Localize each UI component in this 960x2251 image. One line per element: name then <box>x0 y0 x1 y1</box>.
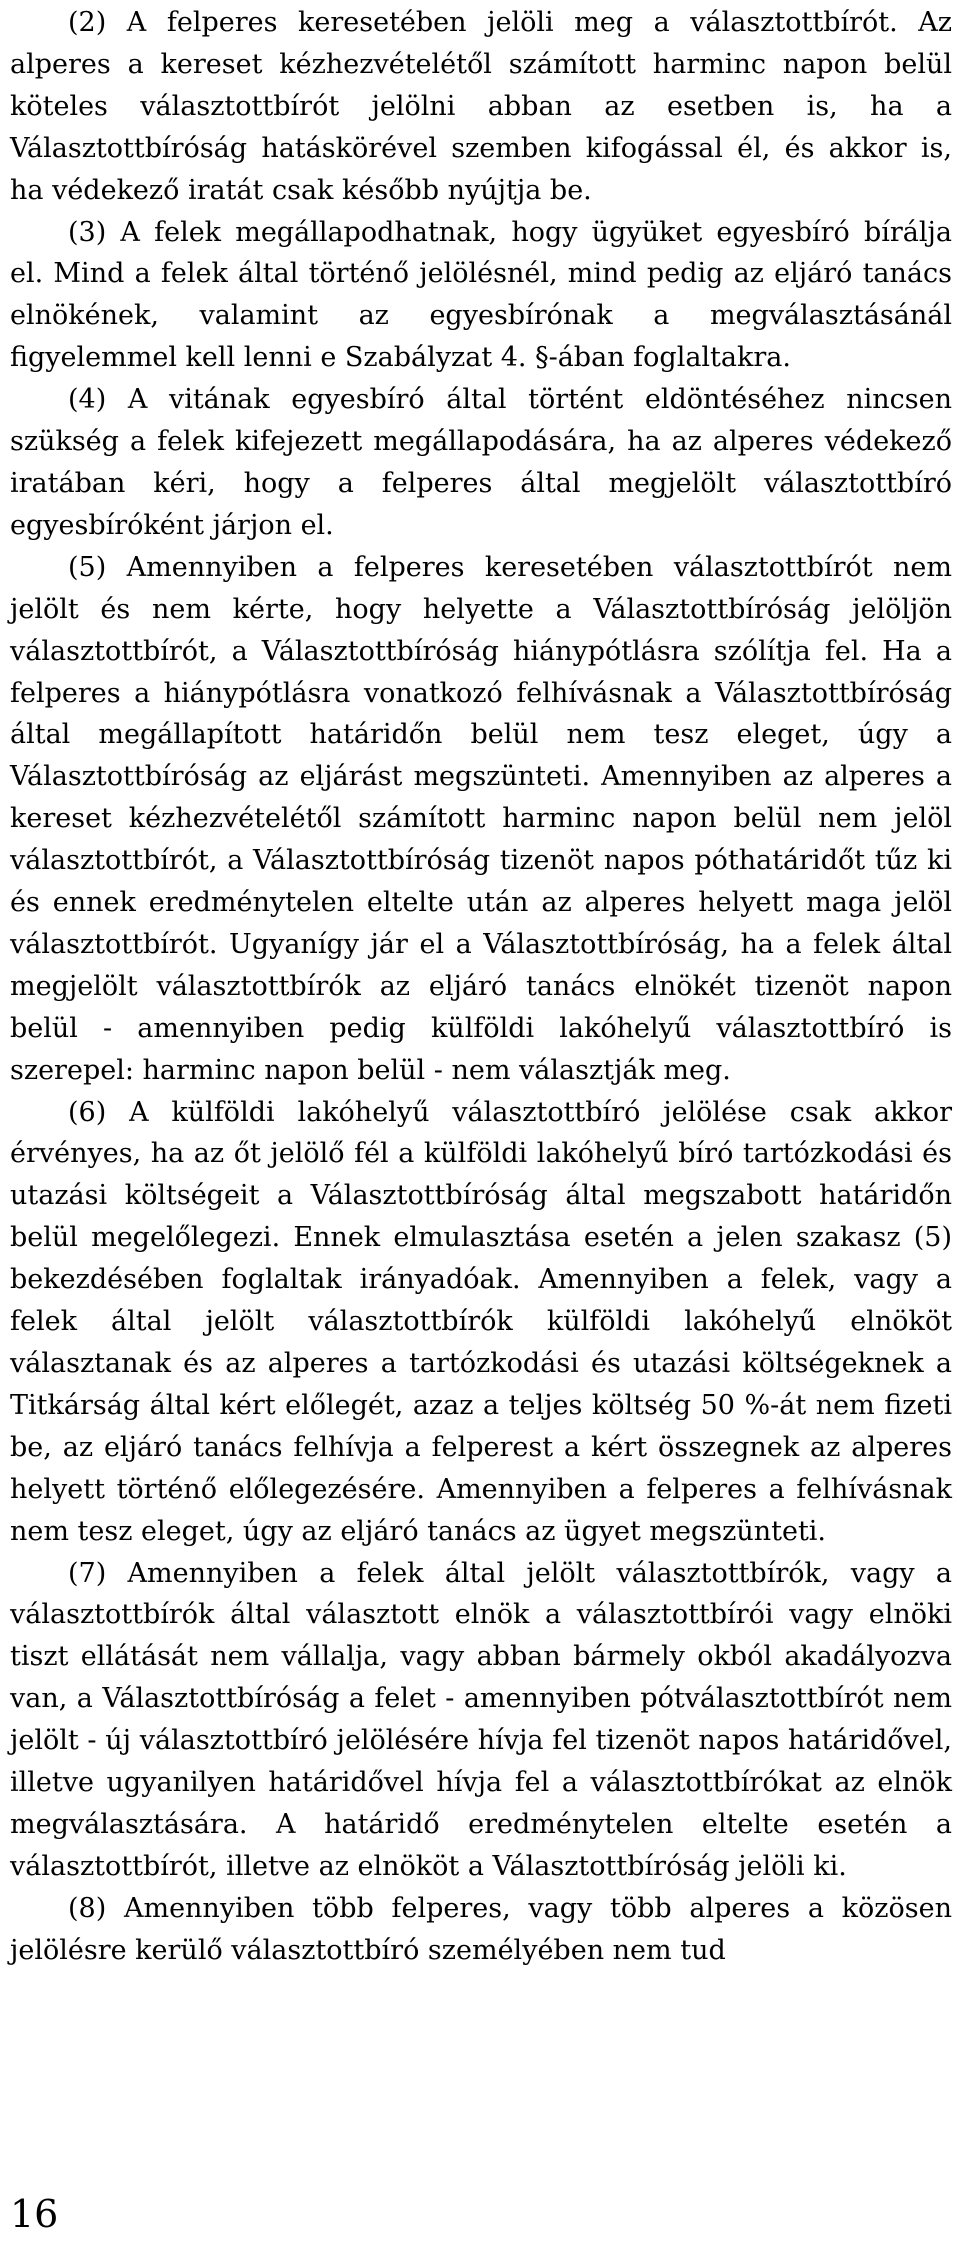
page-number: 16 <box>10 2192 59 2236</box>
paragraph-6: (6) A külföldi lakóhelyű választottbíró jelölése csak akkor érvényes, ha az őt jelölő fél a külföldi lakóhelyű bíró tartózkodási és utazási költségeit a Választottbíróság által megszabott határidőn belül megelőlegezi. Ennek elmulasztása esetén a jelen szakasz (5) bekezdésében foglaltak irányadóak. Amennyiben a felek, vagy a felek által jelölt választottbírók külföldi lakóhelyű elnököt választanak és az alperes a tartózkodási és utazási költségeknek a Titkárság által kért előlegét, azaz a teljes költség 50 %-át nem fizeti be, az eljáró tanács felhívja a felperest a kért összegnek az alperes helyett történő előlegezésére. Amennyiben a felperes a felhívásnak nem tesz eleget, úgy az eljáró tanács az ügyet megszünteti. <box>10 1096 952 1547</box>
paragraph-8: (8) Amennyiben több felperes, vagy több alperes a közösen jelölésre kerülő választottbíró személyében nem tud <box>10 1892 952 1966</box>
paragraph-5: (5) Amennyiben a felperes keresetében választottbírót nem jelölt és nem kérte, hogy helyette a Választottbíróság jelöljön választottbírót, a Választottbíróság hiánypótlásra szólítja fel. Ha a felperes a hiánypótlásra vonatkozó felhívásnak a Választottbíróság által megállapított határidőn belül nem tesz eleget, úgy a Választottbíróság az eljárást megszünteti. Amennyiben az alperes a kereset kézhezvételétől számított harminc napon belül nem jelöl választottbírót, a Választottbíróság tizenöt napos póthatáridőt tűz ki és ennek eredménytelen eltelte után az alperes helyett maga jelöl választottbírót. Ugyanígy jár el a Választottbíróság, ha a felek által megjelölt választottbírók az eljáró tanács elnökét tizenöt napon belül - amennyiben pedig külföldi lakóhelyű választottbíró is szerepel: harminc napon belül - nem választják meg. <box>10 551 952 1086</box>
paragraph-4: (4) A vitának egyesbíró által történt eldöntéséhez nincsen szükség a felek kifejezett megállapodására, ha az alperes védekező iratában kéri, hogy a felperes által megjelölt választottbíró egyesbíróként járjon el. <box>10 384 952 541</box>
paragraph-7: (7) Amennyiben a felek által jelölt választottbírók, vagy a választottbírók által választott elnök a választottbírói vagy elnöki tiszt ellátását nem vállalja, vagy abban bármely okból akadályozva van, a Választottbíróság a felet - amennyiben pótválasztottbírót nem jelölt - új választottbíró jelölésére hívja fel tizenöt napos határidővel, illetve ugyanilyen határidővel hívja fel a választottbírókat az elnök megválasztására. A határidő eredménytelen eltelte esetén a választottbírót, illetve az elnököt a Választottbíróság jelöli ki. <box>10 1557 952 1882</box>
paragraph-2: (2) A felperes keresetében jelöli meg a választottbírót. Az alperes a kereset kézhezvételétől számított harminc napon belül köteles választottbírót jelölni abban az esetben is, ha a Választottbíróság hatáskörével szemben kifogással él, és akkor is, ha védekező iratát csak később nyújtja be. <box>10 7 952 206</box>
document-page <box>10 0 960 2251</box>
paragraph-3: (3) A felek megállapodhatnak, hogy ügyüket egyesbíró bírálja el. Mind a felek által történő jelölésnél, mind pedig az eljáró tanács elnökének, valamint az egyesbírónak a megválasztásánál figyelemmel kell lenni e Szabályzat 4. §-ában foglaltakra. <box>10 216 952 374</box>
